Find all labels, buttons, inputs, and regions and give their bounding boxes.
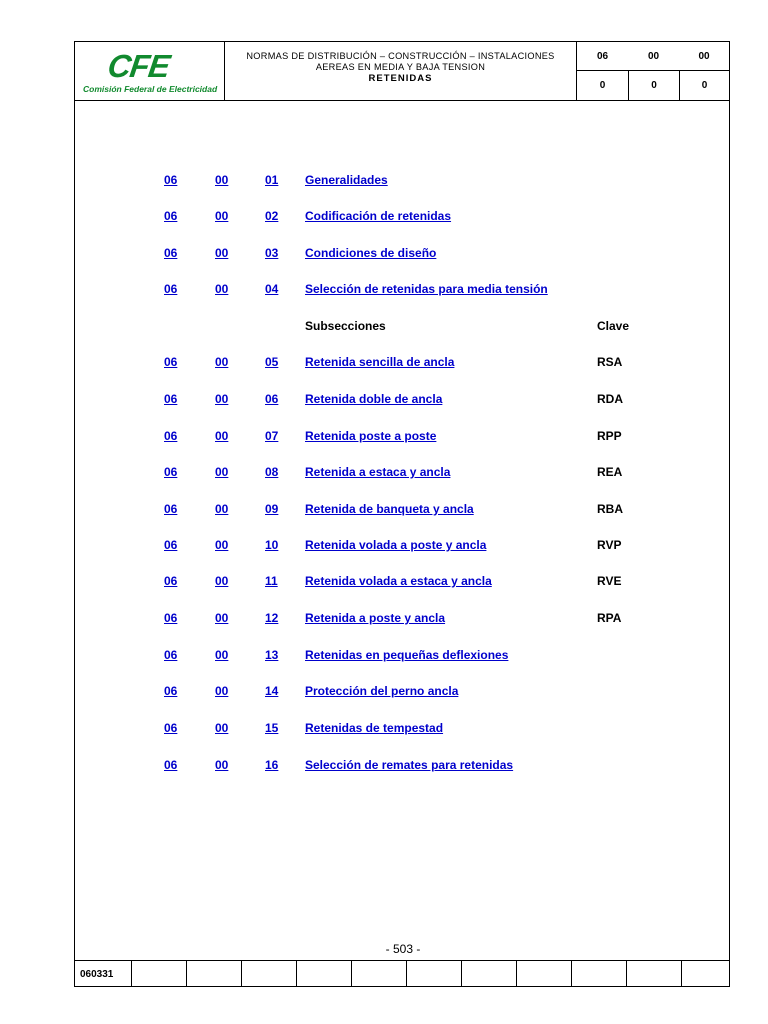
toc-title-link[interactable]: Retenida a poste y ancla <box>305 611 446 625</box>
toc-code-c[interactable]: 04 <box>265 282 279 296</box>
toc-code-c[interactable]: 09 <box>265 502 279 516</box>
subsections-header-row <box>75 319 731 337</box>
toc-code-b[interactable]: 00 <box>215 209 229 223</box>
toc-title-link[interactable]: Selección de retenidas para media tensión <box>305 282 548 296</box>
footer-cell <box>407 961 462 987</box>
toc-title-link[interactable]: Retenida sencilla de ancla <box>305 355 455 369</box>
toc-code-b[interactable]: 00 <box>215 611 229 625</box>
toc-code-a[interactable]: 06 <box>164 392 178 406</box>
toc-clave: RVE <box>597 574 622 588</box>
toc-title-link[interactable]: Condiciones de diseño <box>305 246 437 260</box>
code-grid <box>577 42 729 100</box>
footer-cell <box>462 961 517 987</box>
footer-doc-code: 060331 <box>75 961 132 987</box>
toc-row <box>75 173 731 191</box>
toc-code-c[interactable]: 11 <box>265 574 278 588</box>
toc-code-c[interactable]: 14 <box>265 684 279 698</box>
toc-title-link[interactable]: Protección del perno ancla <box>305 684 459 698</box>
code-row2-col1: 0 <box>599 80 606 91</box>
toc-code-b[interactable]: 00 <box>215 502 229 516</box>
footer-cell <box>517 961 572 987</box>
toc-code-c[interactable]: 12 <box>265 611 279 625</box>
toc-clave: RVP <box>597 538 622 552</box>
toc-row <box>75 538 731 556</box>
footer-cell <box>242 961 297 987</box>
toc-row <box>75 392 731 410</box>
title-line-2: AEREAS EN MEDIA Y BAJA TENSION <box>315 62 486 72</box>
footer-cell <box>572 961 627 987</box>
subsections-heading: Subsecciones <box>305 319 386 333</box>
toc-code-a[interactable]: 06 <box>164 429 178 443</box>
toc-code-b[interactable]: 00 <box>215 282 229 296</box>
footer-cell <box>187 961 242 987</box>
toc-clave: RPA <box>597 611 622 625</box>
logo-cell <box>75 42 225 100</box>
toc-row <box>75 574 731 592</box>
toc-code-b[interactable]: 00 <box>215 246 229 260</box>
toc-title-link[interactable]: Retenida a estaca y ancla <box>305 465 451 479</box>
toc-title-link[interactable]: Retenidas de tempestad <box>305 721 444 735</box>
toc-title-link[interactable]: Codificación de retenidas <box>305 209 452 223</box>
code-row2-col2: 0 <box>628 71 679 100</box>
footer-cell <box>627 961 682 987</box>
toc-row <box>75 465 731 483</box>
toc-row <box>75 684 731 702</box>
toc-code-c[interactable]: 16 <box>265 758 279 772</box>
toc-title-link[interactable]: Retenida volada a poste y ancla <box>305 538 487 552</box>
code-row1-col1: 06 <box>577 42 628 71</box>
title-line-1: NORMAS DE DISTRIBUCIÓN – CONSTRUCCIÓN – INSTALACIONES <box>246 51 555 61</box>
toc-clave: RSA <box>597 355 623 369</box>
footer-cell <box>682 961 729 987</box>
header-title <box>225 42 577 100</box>
footer-cell <box>352 961 407 987</box>
code-row1-col3: 00 <box>679 42 729 71</box>
toc-code-a[interactable]: 06 <box>164 355 178 369</box>
toc-code-c[interactable]: 01 <box>265 173 279 187</box>
toc-code-b[interactable]: 00 <box>215 758 229 772</box>
toc-code-a[interactable]: 06 <box>164 173 178 187</box>
title-line-3: RETENIDAS <box>368 73 433 84</box>
toc-code-a[interactable]: 06 <box>164 282 178 296</box>
toc-code-b[interactable]: 00 <box>215 465 229 479</box>
toc-code-c[interactable]: 06 <box>265 392 279 406</box>
toc-code-b[interactable]: 00 <box>215 684 229 698</box>
toc-row <box>75 502 731 520</box>
document-footer <box>75 960 729 987</box>
toc-code-a[interactable]: 06 <box>164 538 178 552</box>
toc-code-a[interactable]: 06 <box>164 611 178 625</box>
toc-code-a[interactable]: 06 <box>164 574 178 588</box>
toc-code-c[interactable]: 03 <box>265 246 279 260</box>
toc-code-c[interactable]: 10 <box>265 538 279 552</box>
toc-code-a[interactable]: 06 <box>164 648 178 662</box>
toc-row <box>75 246 731 264</box>
toc-code-a[interactable]: 06 <box>164 758 178 772</box>
toc-clave: RPP <box>597 429 622 443</box>
footer-cell <box>297 961 352 987</box>
toc-title-link[interactable]: Retenidas en pequeñas deflexiones <box>305 648 509 662</box>
toc-code-a[interactable]: 06 <box>164 246 178 260</box>
toc-row <box>75 282 731 300</box>
toc-row <box>75 355 731 373</box>
toc-code-a[interactable]: 06 <box>164 209 178 223</box>
clave-heading: Clave <box>597 319 630 333</box>
code-row1-col2: 00 <box>628 42 679 71</box>
footer-cell <box>132 961 187 987</box>
toc-title-link[interactable]: Generalidades <box>305 173 388 187</box>
toc-row <box>75 209 731 227</box>
toc-code-a[interactable]: 06 <box>164 502 178 516</box>
toc-code-b[interactable]: 00 <box>215 392 229 406</box>
toc-code-c[interactable]: 15 <box>265 721 279 735</box>
toc-code-b[interactable]: 00 <box>215 538 229 552</box>
toc-code-b[interactable]: 00 <box>215 574 229 588</box>
toc-code-c[interactable]: 08 <box>265 465 279 479</box>
toc-title-link[interactable]: Retenida poste a poste <box>305 429 437 443</box>
toc-row <box>75 611 731 629</box>
toc-title-link[interactable]: Retenida de banqueta y ancla <box>305 502 474 516</box>
toc-title-link[interactable]: Retenida doble de ancla <box>305 392 443 406</box>
toc-code-c[interactable]: 02 <box>265 209 279 223</box>
code-row2-col3: 0 <box>679 71 729 100</box>
toc-title-link[interactable]: Retenida volada a estaca y ancla <box>305 574 492 588</box>
toc-code-c[interactable]: 05 <box>265 355 279 369</box>
logo-subtitle: Comisión Federal de Electricidad <box>83 84 218 94</box>
toc-code-b[interactable]: 00 <box>215 648 229 662</box>
toc-row <box>75 429 731 447</box>
toc-row <box>75 648 731 666</box>
toc-code-b[interactable]: 00 <box>215 721 229 735</box>
cfe-logo: CFE <box>105 48 172 84</box>
page-number: - 503 - <box>385 942 421 956</box>
toc-code-b[interactable]: 00 <box>215 429 229 443</box>
toc-code-a[interactable]: 06 <box>164 721 178 735</box>
toc-row <box>75 721 731 739</box>
toc-code-b[interactable]: 00 <box>215 173 229 187</box>
document-frame <box>74 41 730 987</box>
toc-code-a[interactable]: 06 <box>164 684 178 698</box>
document-header <box>75 42 729 101</box>
toc-code-b[interactable]: 00 <box>215 355 229 369</box>
toc-clave: REA <box>597 465 623 479</box>
toc-code-c[interactable]: 13 <box>265 648 279 662</box>
toc-row <box>75 758 731 776</box>
toc-code-a[interactable]: 06 <box>164 465 178 479</box>
toc-code-c[interactable]: 07 <box>265 429 279 443</box>
toc-title-link[interactable]: Selección de remates para retenidas <box>305 758 514 772</box>
toc-clave: RDA <box>597 392 623 406</box>
toc-clave: RBA <box>597 502 623 516</box>
